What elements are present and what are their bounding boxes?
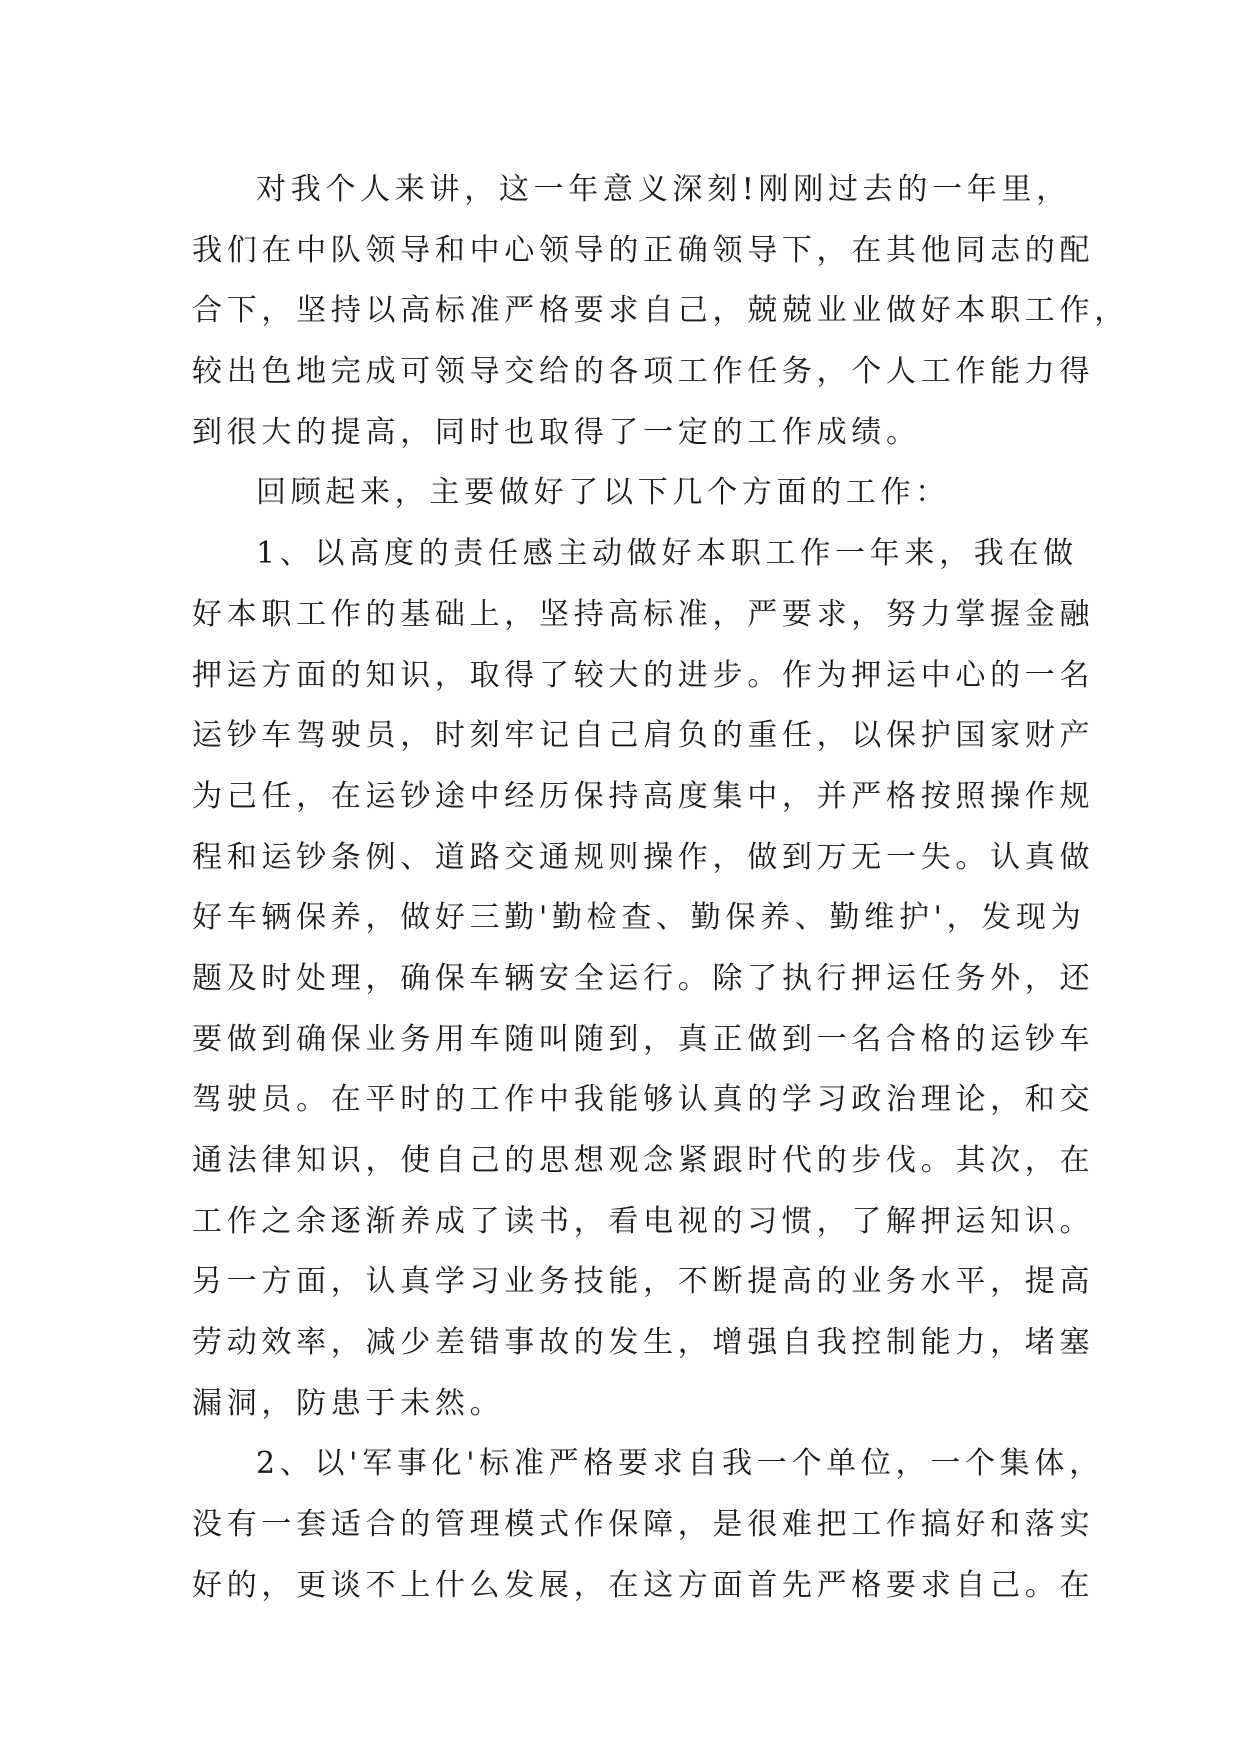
- text-line: 合下，坚持以高标准严格要求自己，兢兢业业做好本职工作，: [192, 293, 1129, 329]
- text-line: 较出色地完成可领导交给的各项工作任务，个人工作能力得: [192, 354, 1095, 390]
- text-line: 2、以'军事化'标准严格要求自我一个单位，一个集体，: [256, 1446, 1104, 1482]
- document-body: [192, 160, 1129, 1617]
- text-line: 我们在中队领导和中心领导的正确领导下，在其他同志的配: [192, 232, 1095, 268]
- text-line: 运钞车驾驶员，时刻牢记自己肩负的重任，以保护国家财产: [192, 718, 1095, 754]
- text-line: 好的，更谈不上什么发展，在这方面首先严格要求自己。在: [192, 1567, 1095, 1603]
- text-line: 要做到确保业务用车随叫随到，真正做到一名合格的运钞车: [192, 1021, 1095, 1057]
- text-line: 通法律知识，使自己的思想观念紧跟时代的步伐。其次，在: [192, 1143, 1095, 1178]
- text-line: 另一方面，认真学习业务技能，不断提高的业务水平，提高: [192, 1264, 1095, 1300]
- text-line: 到很大的提高，同时也取得了一定的工作成绩。: [192, 414, 921, 450]
- text-line: 没有一套适合的管理模式作保障，是很难把工作搞好和落实: [192, 1507, 1095, 1543]
- text-line: 1、以高度的责任感主动做好本职工作一年来，我在做: [256, 536, 1078, 572]
- text-line: 程和运钞条例、道路交通规则操作，做到万无一失。认真做: [192, 839, 1095, 875]
- text-line: 对我个人来讲，这一年意义深刻!刚刚过去的一年里，: [256, 172, 1071, 207]
- text-line: 漏洞，防患于未然。: [192, 1385, 505, 1421]
- text-line: 工作之余逐渐养成了读书，看电视的习惯，了解押运知识。: [192, 1203, 1095, 1239]
- text-line: 好本职工作的基础上，坚持高标准，严要求，努力掌握金融: [192, 596, 1095, 632]
- text-line: 押运方面的知识，取得了较大的进步。作为押运中心的一名: [192, 657, 1095, 693]
- text-line: 为己任，在运钞途中经历保持高度集中，并严格按照操作规: [192, 778, 1095, 814]
- text-line: 好车辆保养，做好三勤'勤检查、勤保养、勤维护'，发现为: [192, 900, 1086, 936]
- text-line: 劳动效率，减少差错事故的发生，增强自我控制能力，堵塞: [192, 1325, 1095, 1361]
- text-line: 回顾起来，主要做好了以下几个方面的工作：: [256, 475, 950, 511]
- text-line: 驾驶员。在平时的工作中我能够认真的学习政治理论，和交: [192, 1082, 1095, 1118]
- text-line: 题及时处理，确保车辆安全运行。除了执行押运任务外，还: [192, 960, 1095, 996]
